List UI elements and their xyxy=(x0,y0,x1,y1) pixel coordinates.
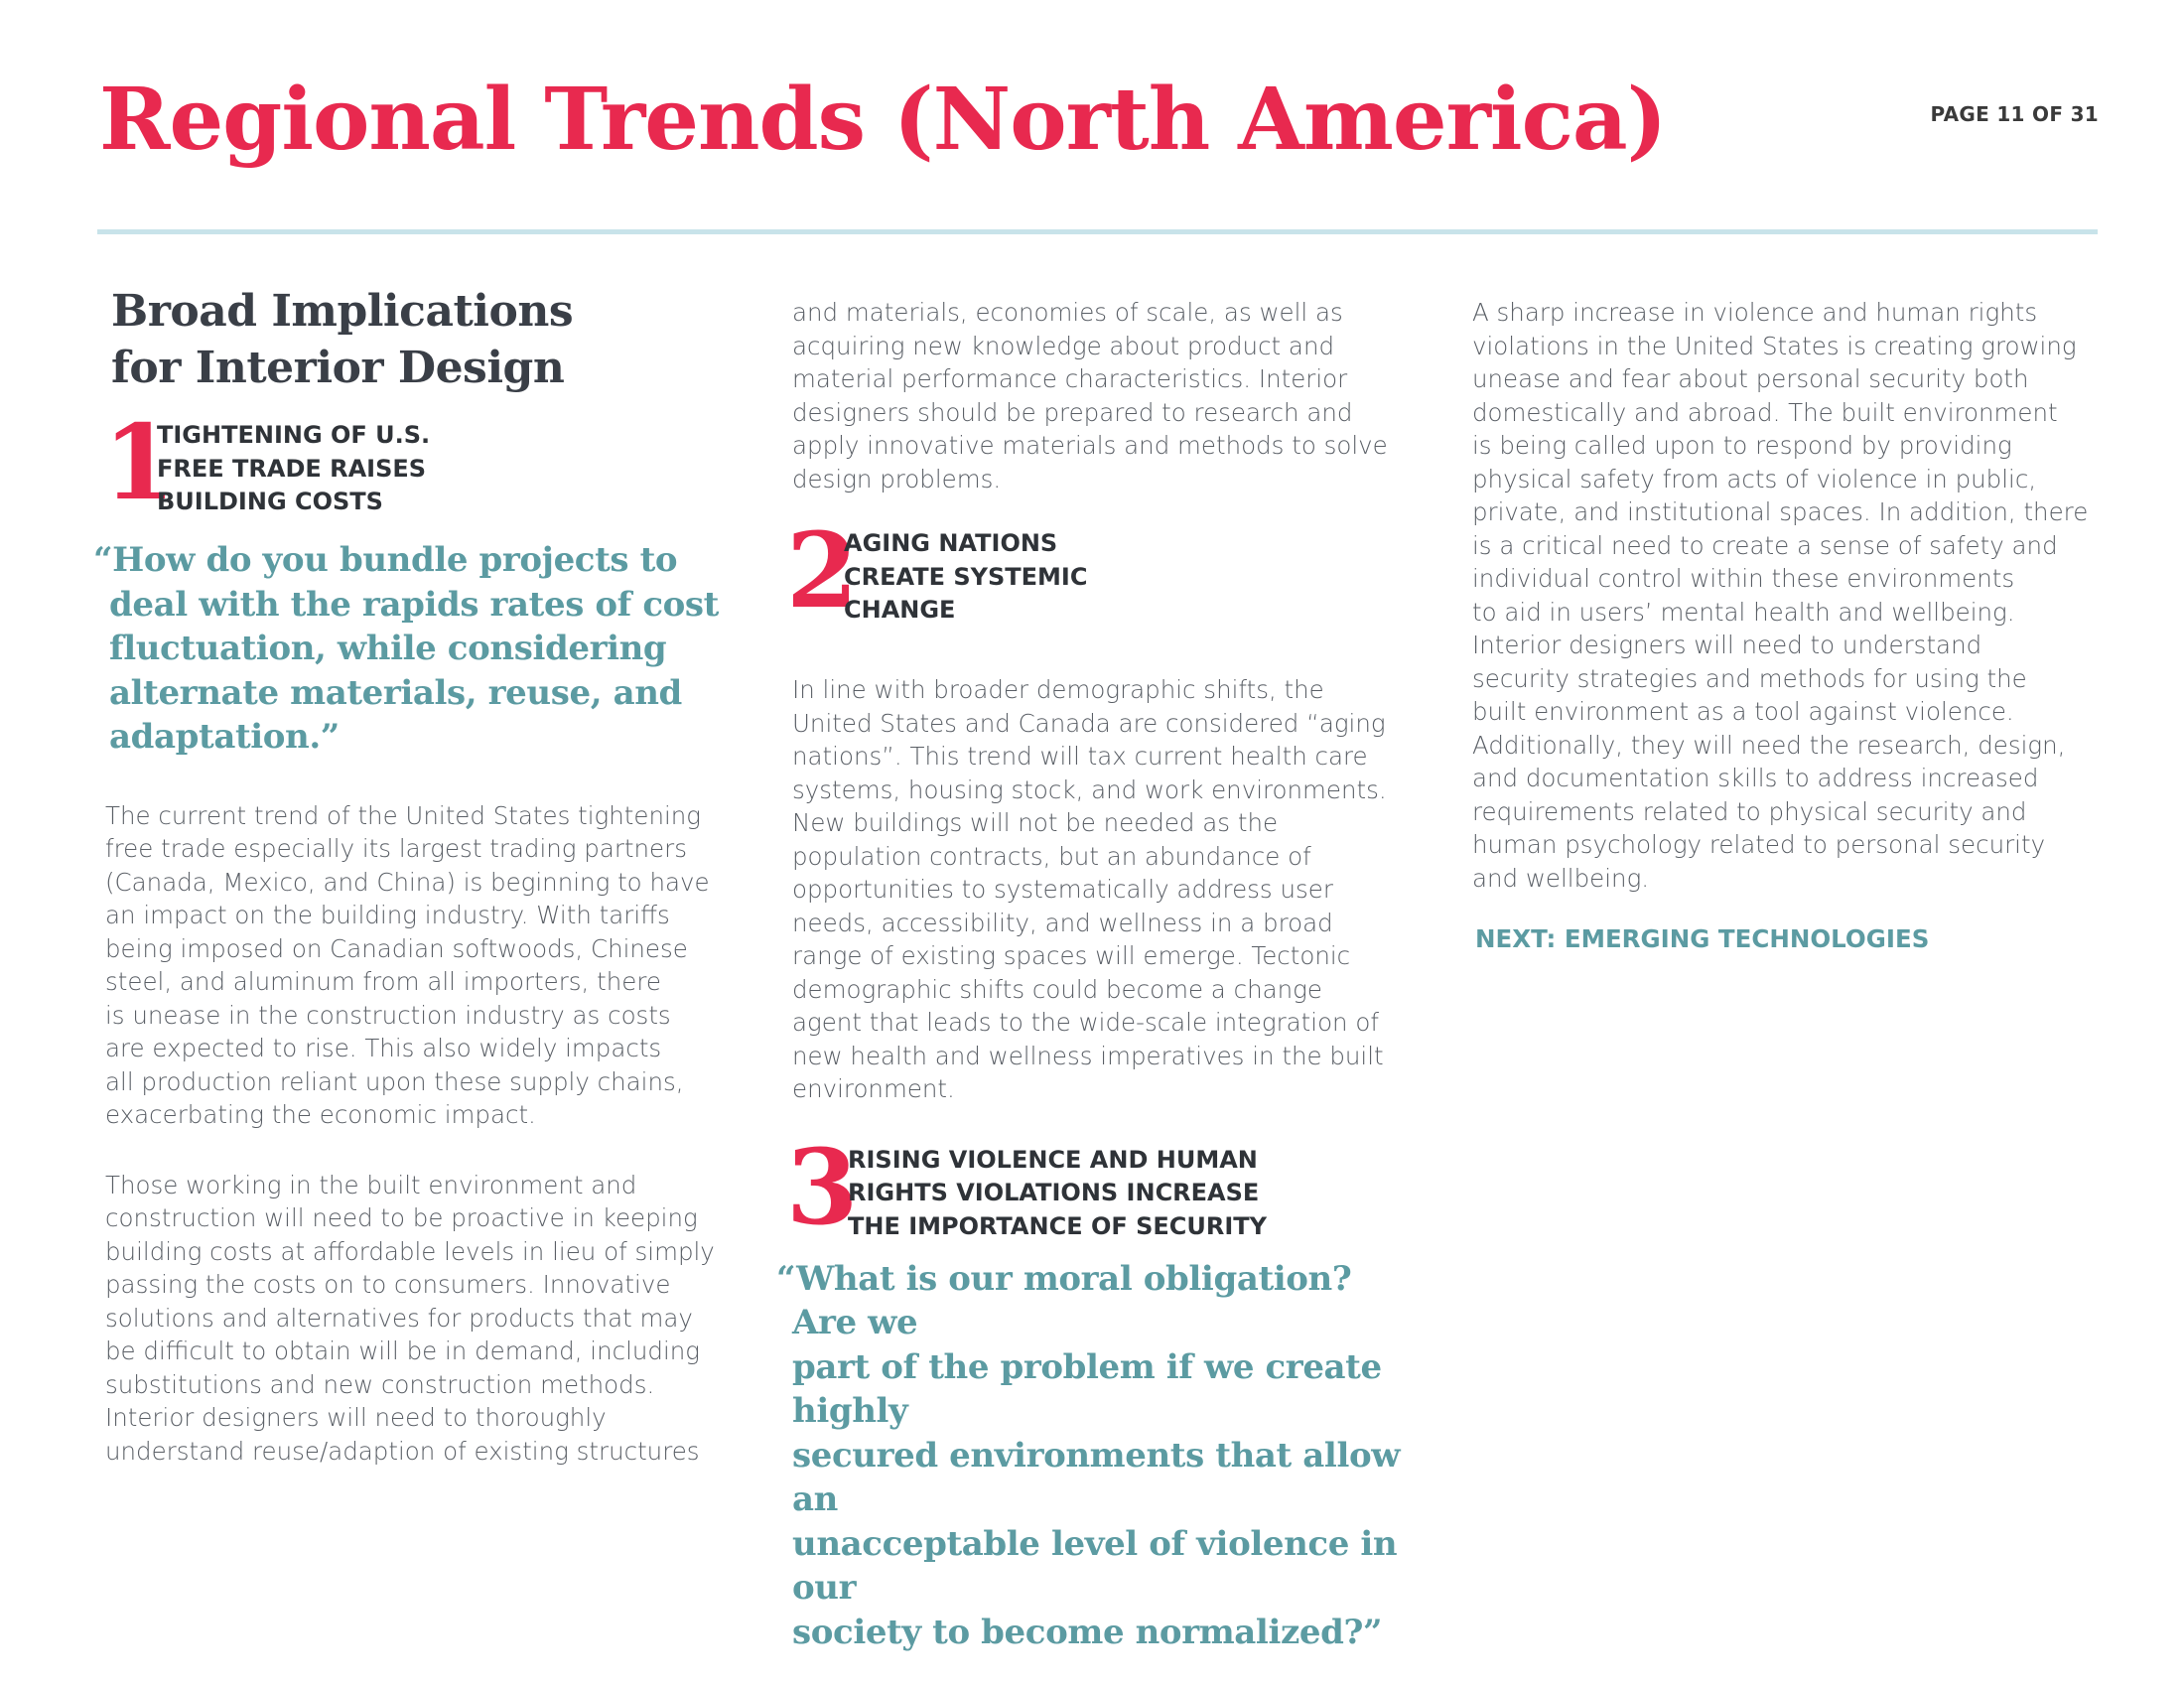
trend-1-paragraph-1: The current trend of the United States tightening free trade especially its largest trading partners (Canada, Mexico, and China) is beginning to have an impact on the building industry. With tariffs being imposed on Canadian softwoods, Chinese steel, and aluminum from all importers, there is unease in the construction industry as costs are expected to rise. This also widely impacts all production reliant upon these supply chains, exacerbating the economic impact. xyxy=(105,800,710,1129)
trend-1-number: 1 xyxy=(103,401,176,523)
trend-2-heading xyxy=(786,509,1422,632)
trend-1-heading xyxy=(103,401,739,523)
column-left xyxy=(93,283,739,1468)
trend-3-quote: “What is our moral obligation? Are we part of the problem if we create highly secured environments that allow an unacceptable level of violence in our society to become normalized?” xyxy=(776,1258,1401,1652)
trend-1-title: TIGHTENING OF U.S. FREE TRADE RAISES BUILDING COSTS xyxy=(157,421,431,515)
trend-2-number: 2 xyxy=(786,509,859,632)
next-section-link[interactable]: NEXT: EMERGING TECHNOLOGIES xyxy=(1475,924,1930,953)
title-divider xyxy=(97,229,2098,234)
page-title: Regional Trends (North America) xyxy=(99,70,1667,170)
column-middle xyxy=(776,296,1422,1654)
trend-2-paragraph-1: In line with broader demographic shifts, the United States and Canada are considered “aging nations”. This trend will tax current health care systems, housing stock, and work environments. New buildings will not be needed as the population contracts, but an abundance of opportunities to systematically address user needs, accessibility, and wellness in a broad range of existing spaces will emerge. Tectonic demographic shifts could become a change agent that leads to the wide-scale integration of new health and wellness imperatives in the built environment. xyxy=(792,675,1387,1103)
trend-3-heading xyxy=(786,1125,1422,1248)
section-heading: Broad Implications for Interior Design xyxy=(111,286,574,393)
trend-1-paragraph-3: and materials, economies of scale, as well as acquiring new knowledge about product and material performance characteristics. Interior designers should be prepared to research and apply innovative materials and methods to solve design problems. xyxy=(792,298,1388,493)
page-number: PAGE 11 OF 31 xyxy=(1930,102,2099,126)
trend-1-paragraph-2: Those working in the built environment and construction will need to be proactive in keeping building costs at affordable levels in lieu of simply passing the costs on to consumers. Innovative solutions and alternatives for products that may be difficult to obtain will be in demand, including substitutions and new construction methods. Interior designers will need to thoroughly understand reuse/adaption of existing structures xyxy=(105,1170,715,1466)
trend-1-quote: “How do you bundle projects to deal with the rapids rates of cost fluctuation, while considering alternate materials, reuse, and adaptation.” xyxy=(93,540,719,757)
trend-2-title: AGING NATIONS CREATE SYSTEMIC CHANGE xyxy=(844,529,1088,624)
trend-3-title: RISING VIOLENCE AND HUMAN RIGHTS VIOLATIONS INCREASE THE IMPORTANCE OF SECURITY xyxy=(848,1145,1268,1240)
trend-3-number: 3 xyxy=(786,1125,859,1248)
next-link-wrapper xyxy=(1475,924,2105,953)
trend-3-paragraph-1: A sharp increase in violence and human rights violations in the United States is creating growing unease and fear about personal security both domestically and abroad. The built environment is being called upon to respond by providing physical safety from acts of violence in public, private, and institutional spaces. In addition, there is a critical need to create a sense of safety and individual control within these environments to aid in users’ mental health and wellbeing. Interior designers will need to understand security strategies and methods for using the built environment as a tool against violence. Additionally, they will need the research, design, and documentation skills to address increased requirements related to physical security and human psychology related to personal security and wellbeing. xyxy=(1472,298,2089,893)
column-right xyxy=(1469,296,2105,953)
